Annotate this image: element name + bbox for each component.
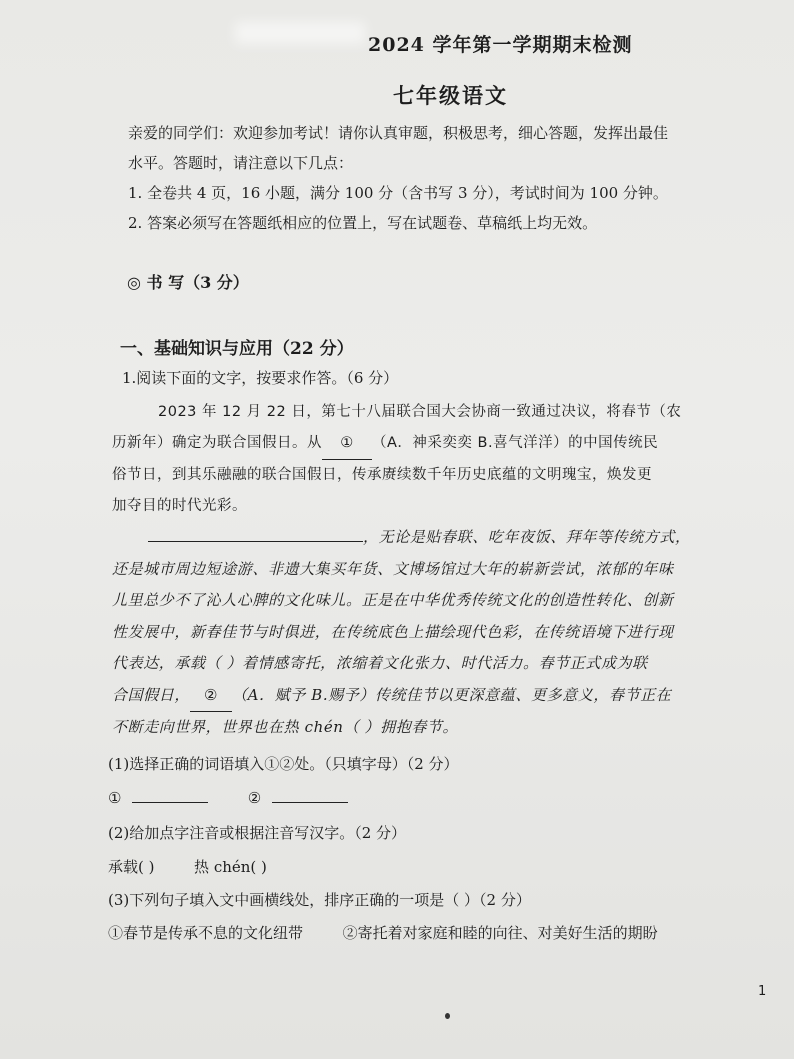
answer-2-blank	[272, 802, 348, 803]
blank-2: ②	[190, 680, 232, 713]
exam-subtitle: 七年级语文	[393, 83, 508, 108]
para2-line-1: ，无论是贴春联、吃年夜饭、拜年等传统方式，	[112, 522, 712, 554]
para2-line-6: 合国假日， ② （A．赋予 B.赐予）传统佳节以更深意蕴、更多意义，春节正在	[112, 680, 712, 713]
answer-1-label: ①	[108, 789, 122, 807]
para1-line-2: 历新年）确定为联合国假日。从 ① （A．神采奕奕 B.喜气洋洋）的中国传统民	[112, 428, 712, 460]
photo-glare	[235, 22, 365, 44]
option-1: ①春节是传承不息的文化纽带	[108, 924, 304, 942]
sub-question-2-answers	[108, 856, 267, 877]
sub-question-2: (2)给加点字注音或根据注音写汉字。（2 分）	[108, 824, 407, 842]
para2-line-2: 还是城市周边短途游、非遗大集买年货、文博场馆过大年的崭新尝试，浓郁的年味	[112, 559, 674, 578]
exam-title: 2024 学年第一学期期末检测	[368, 34, 633, 56]
para2-line-5: 代表达，承载（ ）着情感寄托，浓缩着文化张力、时代活力。春节正式成为联	[112, 654, 648, 672]
para2-line-3: 儿里总少不了沁人心脾的文化味儿。正是在中华优秀传统文化的创造性转化、创新	[112, 591, 674, 609]
rule-1: 1. 全卷共 4 页，16 小题，满分 100 分（含书写 3 分），考试时间为 100 分钟。	[128, 184, 668, 202]
para1-line-1: 2023 年 12 月 22 日，第七十八届联合国大会协商一致通过决议，将春节（农	[158, 404, 682, 420]
intro-line-1: 亲爱的同学们：欢迎参加考试！请你认真审题，积极思考，细心答题，发挥出最佳	[128, 124, 669, 142]
part1-heading: 一、基础知识与应用（22 分）	[120, 339, 354, 359]
option-2: ②寄托着对家庭和睦的向往、对美好生活的期盼	[342, 924, 658, 942]
sub-question-1-answers	[108, 789, 348, 807]
sub-question-3-options	[108, 922, 658, 943]
question-1-prompt: 1.阅读下面的文字，按要求作答。（6 分）	[122, 369, 399, 387]
page-number: 1	[758, 984, 767, 999]
para1-line-4: 加夺目的时代光彩。	[112, 498, 247, 514]
passage-paragraph-2	[112, 522, 712, 744]
sub-question-3: (3)下列句子填入文中画横线处，排序正确的一项是（ ）（2 分）	[108, 891, 531, 909]
answer-2-label: ②	[247, 789, 262, 807]
answer-rechen: 热 chén( )	[194, 858, 267, 876]
instructions	[128, 118, 718, 238]
rule-2: 2. 答案必须写在答题纸相应的位置上，写在试题卷、草稿纸上均无效。	[128, 214, 598, 232]
intro-line-2: 水平。答题时，请注意以下几点：	[128, 154, 354, 172]
blank-1: ①	[322, 428, 372, 460]
answer-chengzai: 承载( )	[108, 858, 155, 876]
paper-speck	[445, 1013, 450, 1019]
para2-line-4: 性发展中，新春佳节与时俱进，在传统底色上描绘现代色彩，在传统语境下进行现	[112, 622, 674, 641]
passage-paragraph-1	[112, 397, 712, 522]
writing-section-heading: ◎ 书 写（3 分）	[127, 273, 249, 292]
answer-line-blank	[148, 541, 363, 542]
sub-question-1: (1)选择正确的词语填入①②处。（只填字母）（2 分）	[108, 755, 459, 773]
answer-1-blank	[132, 802, 208, 803]
para2-line-7: 不断走向世界，世界也在热 chén（ ）拥抱春节。	[112, 718, 459, 736]
para1-line-3: 俗节日，到其乐融融的联合国假日，传承赓续数千年历史底蕴的文明瑰宝，焕发更	[112, 467, 652, 483]
